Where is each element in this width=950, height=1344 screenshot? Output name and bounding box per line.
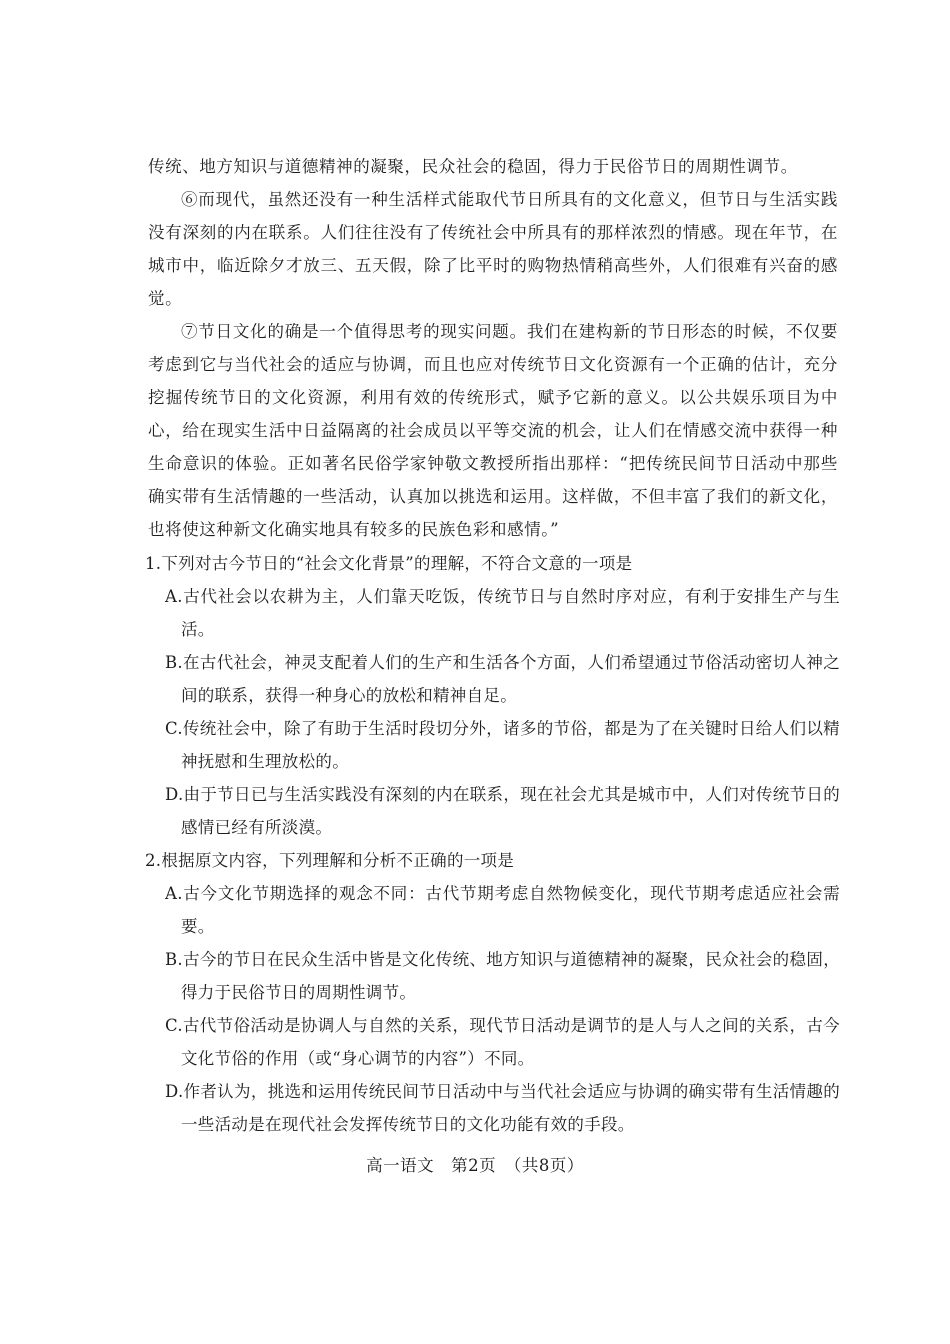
passage-paragraph-7: ⑦节日文化的确是一个值得思考的现实问题。我们在建构新的节日形态的时候，不仅要考虑到它与当代社会的适应与协调，而且也应对传统节日文化资源有一个正确的估计，充分挖掘传统节日的文化资源，利用有效的传统形式，赋予它新的意义。以公共娱乐项目为中心，给在现实生活中日益隔离的社会成员以平等交流的机会，让人们在情感交流中获得一种生命意识的体验。正如著名民俗学家钟敬文教授所指出那样：“把传统民间节日活动中那些确实带有生活情趣的一些活动，认真加以挑选和运用。这样做，不但丰富了我们的新文化，也将使这种新文化确实地具有较多的民族色彩和感情。” — [148, 322, 838, 539]
reading-passage — [148, 150, 838, 546]
question-2 — [145, 844, 840, 1141]
question-2-option-b: B.古今的节日在民众生活中皆是文化传统、地方知识与道德精神的凝聚，民众社会的稳固，得力于民俗节日的周期性调节。 — [165, 950, 840, 1002]
question-2-stem: 2.根据原文内容，下列理解和分析不正确的一项是 — [145, 851, 515, 870]
question-2-option-a: A.古今文化节期选择的观念不同：古代节期考虑自然物候变化，现代节期考虑适应社会需要。 — [165, 884, 840, 936]
question-2-option-d: D.作者认为，挑选和运用传统民间节日活动中与当代社会适应与协调的确实带有生活情趣的一些活动是在现代社会发挥传统节日的文化功能有效的手段。 — [165, 1082, 840, 1134]
passage-paragraph-6: ⑥而现代，虽然还没有一种生活样式能取代节日所具有的文化意义，但节日与生活实践没有深刻的内在联系。人们往往没有了传统社会中所具有的那样浓烈的情感。现在年节，在城市中，临近除夕才放三、五天假，除了比平时的购物热情稍高些外，人们很难有兴奋的感觉。 — [148, 190, 838, 308]
question-1-option-d: D.由于节日已与生活实践没有深刻的内在联系，现在社会尤其是城市中，人们对传统节日的感情已经有所淡漠。 — [165, 785, 840, 837]
question-1-option-c: C.传统社会中，除了有助于生活时段切分外，诸多的节俗，都是为了在关键时日给人们以精神抚慰和生理放松的。 — [165, 719, 840, 771]
passage-paragraph-continued: 传统、地方知识与道德精神的凝聚，民众社会的稳固，得力于民俗节日的周期性调节。 — [148, 157, 798, 176]
question-1-option-b: B.在古代社会，神灵支配着人们的生产和生活各个方面，人们希望通过节俗活动密切人神之间的联系，获得一种身心的放松和精神自足。 — [165, 653, 840, 705]
question-1 — [145, 547, 840, 844]
question-1-option-a: A.古代社会以农耕为主，人们靠天吃饭，传统节日与自然时序对应，有利于安排生产与生活。 — [165, 587, 840, 639]
question-1-stem: 1.下列对古今节日的“社会文化背景”的理解，不符合文意的一项是 — [145, 554, 633, 573]
page-footer: 高一语文 第2页 （共8页） — [366, 1156, 584, 1175]
question-2-option-c: C.古代节俗活动是协调人与自然的关系，现代节日活动是调节的是人与人之间的关系，古今文化节俗的作用（或“身心调节的内容”）不同。 — [165, 1016, 840, 1068]
question-list — [145, 547, 840, 1141]
